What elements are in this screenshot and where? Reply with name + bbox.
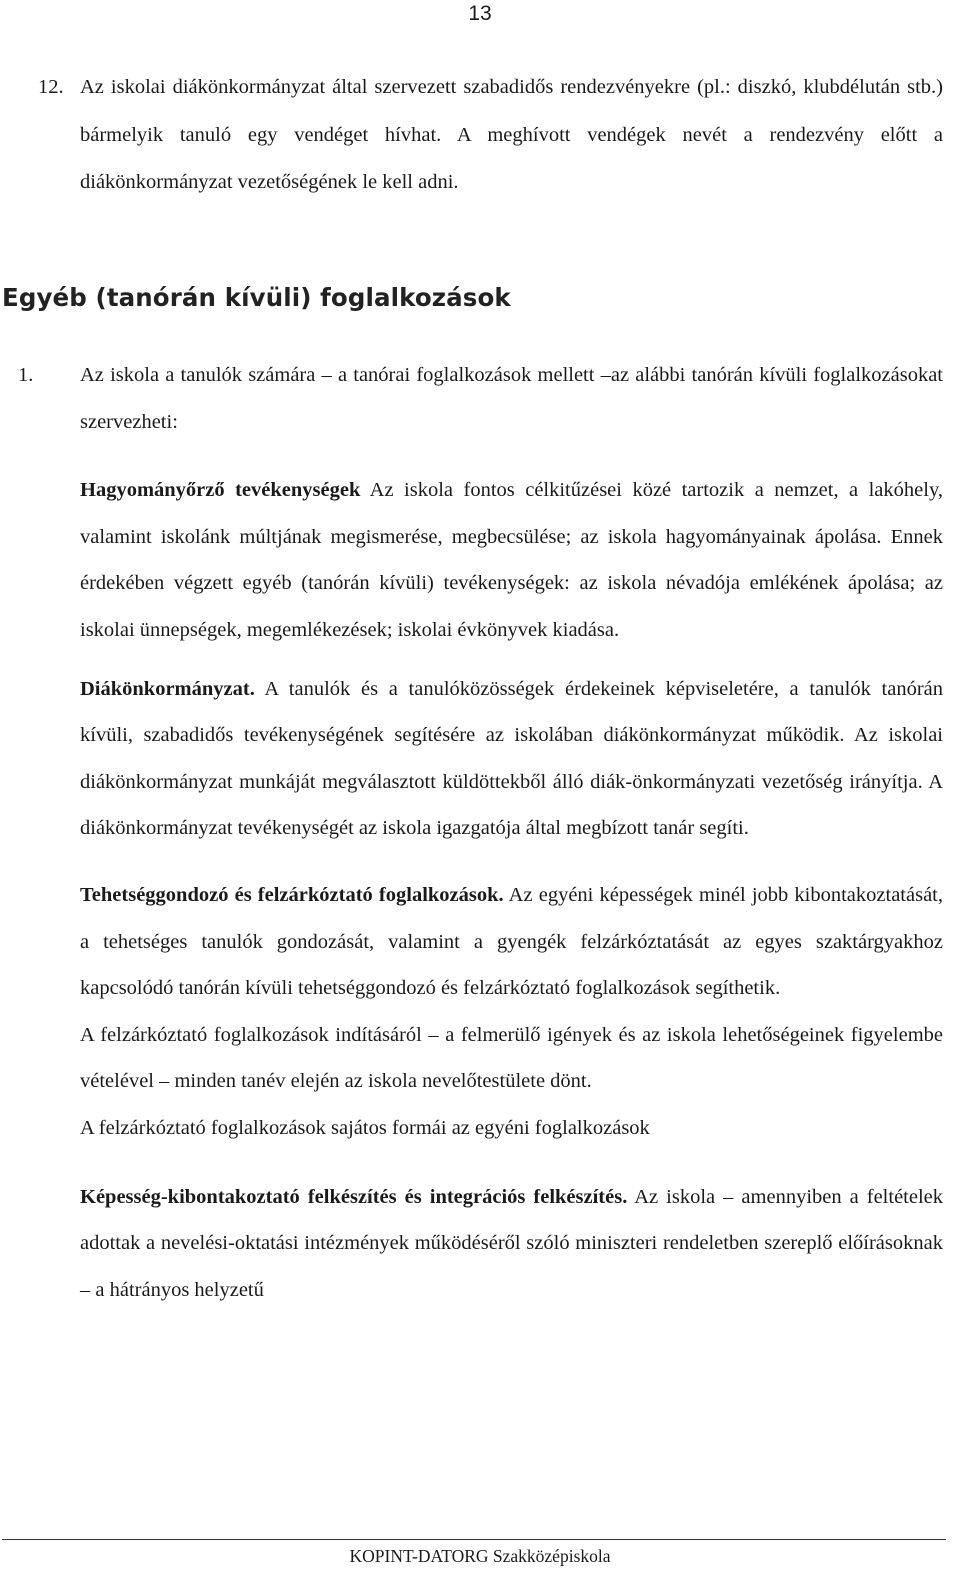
paragraph-text: A tanulók és a tanulóközösségek érdekeinek képviseletére, a tanulók tanórán kívüli, szabadidős tevékenységének segítésére az iskolában diákönkormányzat működik. Az iskolai diákönkormányzat munkáját megválasztott küldöttekből álló diák-önkormányzati vezetőség irányítja. A diákönkormányzat tevékenységét az iskola igazgatója által megbízott tanár segíti. <box>80 677 943 840</box>
paragraph-lead: Tehetséggondozó és felzárkóztató foglalkozások. <box>80 883 504 906</box>
list-item-text: Az iskola a tanulók számára – a tanórai foglalkozások mellett –az alábbi tanórán kívüli foglalkozásokat szervezheti: <box>80 364 943 433</box>
footer-divider <box>2 1539 946 1540</box>
paragraph-text: Az iskola – amennyiben a feltételek adottak a nevelési-oktatási intézmények működéséről szóló miniszteri rendeletben szereplő előírásoknak – a hátrányos helyzetű <box>80 1185 944 1301</box>
document-body <box>18 352 944 1313</box>
list-item-number: 1. <box>18 364 34 386</box>
paragraph-kepesseg <box>80 1174 943 1314</box>
paragraph-hagyomanyorzo <box>80 467 943 653</box>
list-item-number: 12. <box>38 76 64 98</box>
paragraph-diakonkormanyzat <box>80 666 943 852</box>
paragraph-text: Az iskola fontos célkitűzései közé tartozik a nemzet, a lakóhely, valamint iskolánk múltjának megismerése, megbecsülése; az iskola hagyományainak ápolása. Ennek érdekében végzett egyéb (tanórán kívüli) tevékenységek: az iskola névadója emlékének ápolása; az iskolai ünnepségek, megemlékezések; iskolai évkönyvek kiadása. <box>80 479 943 641</box>
paragraph-lead: Képesség-kibontakoztató felkészítés és integrációs felkészítés. <box>80 1185 628 1208</box>
paragraph-formai: A felzárkóztató foglalkozások sajátos formái az egyéni foglalkozások <box>80 1116 650 1139</box>
paragraph-tehetseggondozo <box>80 872 943 1012</box>
paragraph-text: Az egyéni képességek minél jobb kibontakoztatását, a tehetséges tanulók gondozását, valamint a gyengék felzárkóztatását az egyes szaktárgyakhoz kapcsolódó tanórán kívüli tehetséggondozó és felzárkóztató foglalkozások segíthetik. <box>80 883 943 1000</box>
page-number: 13 <box>468 2 492 25</box>
list-item-12 <box>38 64 943 207</box>
section-heading: Egyéb (tanórán kívüli) foglalkozások <box>2 283 511 312</box>
paragraph-lead: Hagyományőrző tevékenységek <box>80 479 361 502</box>
page-footer: KOPINT-DATORG Szakközépiskola <box>349 1546 611 1566</box>
paragraph-inditas: A felzárkóztató foglalkozások indításáról – a felmerülő igények és az iskola lehetőségeinek figyelembe vételével – minden tanév elején az iskola nevelőtestülete dönt. <box>80 1023 943 1093</box>
list-item-text: Az iskolai diákönkormányzat által szervezett szabadidős rendezvényekre (pl.: diszkó, klubdélután stb.) bármelyik tanuló egy vendéget hívhat. A meghívott vendégek nevét a rendezvény előtt a diákönkormányzat vezetőségének le kell adni. <box>80 76 943 193</box>
list-item-1 <box>18 352 943 445</box>
paragraph-lead: Diákönkormányzat. <box>80 677 255 700</box>
